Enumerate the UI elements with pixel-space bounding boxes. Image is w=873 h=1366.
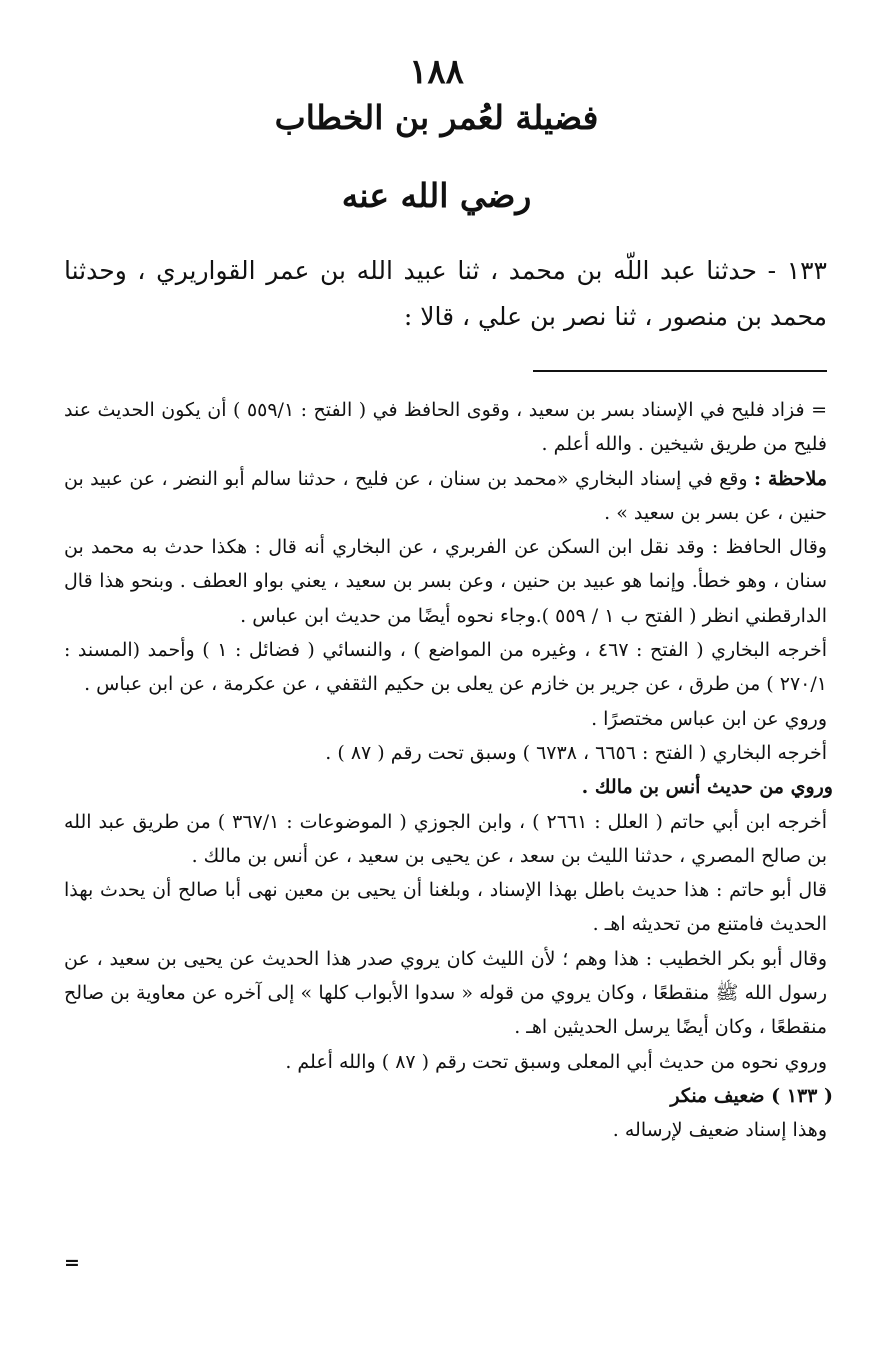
continuation-mark: =	[64, 1252, 80, 1274]
chapter-title: فضيلة لعُمر بن الخطاب	[274, 98, 599, 137]
footnote-takhrij: أخرجه البخاري ( الفتح : ٤٦٧ ، وغيره من المواضع ) ، والنسائي ( فضائل : ١ ) وأحمد (المسند : ٢٧٠/١ ) من طرق ، عن جرير بن خازم عن يعلى بن حكيم الثقفي ، عن عكرمة ، عن ابن عباس .	[64, 639, 828, 696]
footnote-abu-maala: وروي نحوه من حديث أبي المعلى وسبق تحت رقم ( ٨٧ ) والله أعلم .	[285, 1050, 827, 1073]
footnote-separator	[533, 370, 827, 372]
footnote-abu-hatim: قال أبو حاتم : هذا حديث باطل بهذا الإسناد ، وبلغنا أن يحيى بن معين نهى أبا صالح أن يحدث بهذا الحديث فامتنع من تحديثه اهـ .	[64, 879, 827, 936]
hadith-grading: ( ١٣٣ ) ضعيف منكر	[670, 1084, 833, 1107]
footnotes	[64, 393, 833, 1148]
page-number: ١٨٨	[409, 52, 464, 92]
footnote-line: = فزاد فليح في الإسناد بسر بن سعيد ، وقوى الحافظ في ( الفتح : ٥٥٩/١ ) أن يكون الحديث عند فليح من طريق شيخين . والله أعلم .	[64, 399, 828, 456]
note-text: وقع في إسناد البخاري «محمد بن سنان ، عن فليح ، حدثنا سالم أبو النضر ، عن عبيد بن حنين ، عن بسر بن سعيد » .	[64, 467, 827, 524]
footnote-takhrij: أخرجه البخاري ( الفتح : ٦٦٥٦ ، ٦٧٣٨ ) وسبق تحت رقم ( ٨٧ ) .	[325, 741, 827, 764]
chapter-subtitle: رضي الله عنه	[341, 176, 532, 215]
footnote-hafiz: وقال الحافظ : وقد نقل ابن السكن عن الفربري ، عن البخاري أنه قال : هكذا حدث به محمد بن سنان ، وهو خطأ. وإنما هو عبيد بن حنين ، وعن بسر بن سعيد ، يعني بواو العطف . وبنحو هذا قال الدارقطني انظر ( الفتح ب ١ / ٥٥٩ ).وجاء نحوه أيضًا من حديث ابن عباس .	[64, 536, 827, 627]
footnote-short-version: وروي عن ابن عباس مختصرًا .	[591, 707, 827, 730]
footnote-takhrij: أخرجه ابن أبي حاتم ( العلل : ٢٦٦١ ) ، وابن الجوزي ( الموضوعات : ٣٦٧/١ ) من طريق عبد الله بن صالح المصري ، حدثنا الليث بن سعد ، عن يحيى بن سعيد ، عن أنس بن مالك .	[64, 810, 828, 867]
hadith-text: ١٣٣ - حدثنا عبد اللّه بن محمد ، ثنا عبيد الله بن عمر القواريري ، وحدثنا محمد بن منصور ، ثنا نصر بن علي ، قالا :	[64, 256, 827, 331]
note-label: ملاحظة :	[753, 467, 827, 490]
footnote-khatib: وقال أبو بكر الخطيب : هذا وهم ؛ لأن الليث كان يروي صدر هذا الحديث عن يحيى بن سعيد ، عن رسول الله ﷺ منقطعًا ، وكان يروي من قوله « سدوا الأبواب كلها » إلى آخره عن معاوية بن صالح منقطعًا ، وكان أيضًا يرسل الحديثين اهـ .	[64, 947, 827, 1039]
footnote-final: وهذا إسناد ضعيف لإرساله .	[612, 1119, 827, 1142]
footnote-heading: وروي من حديث أنس بن مالك .	[581, 776, 833, 799]
footnote-note	[64, 462, 827, 531]
